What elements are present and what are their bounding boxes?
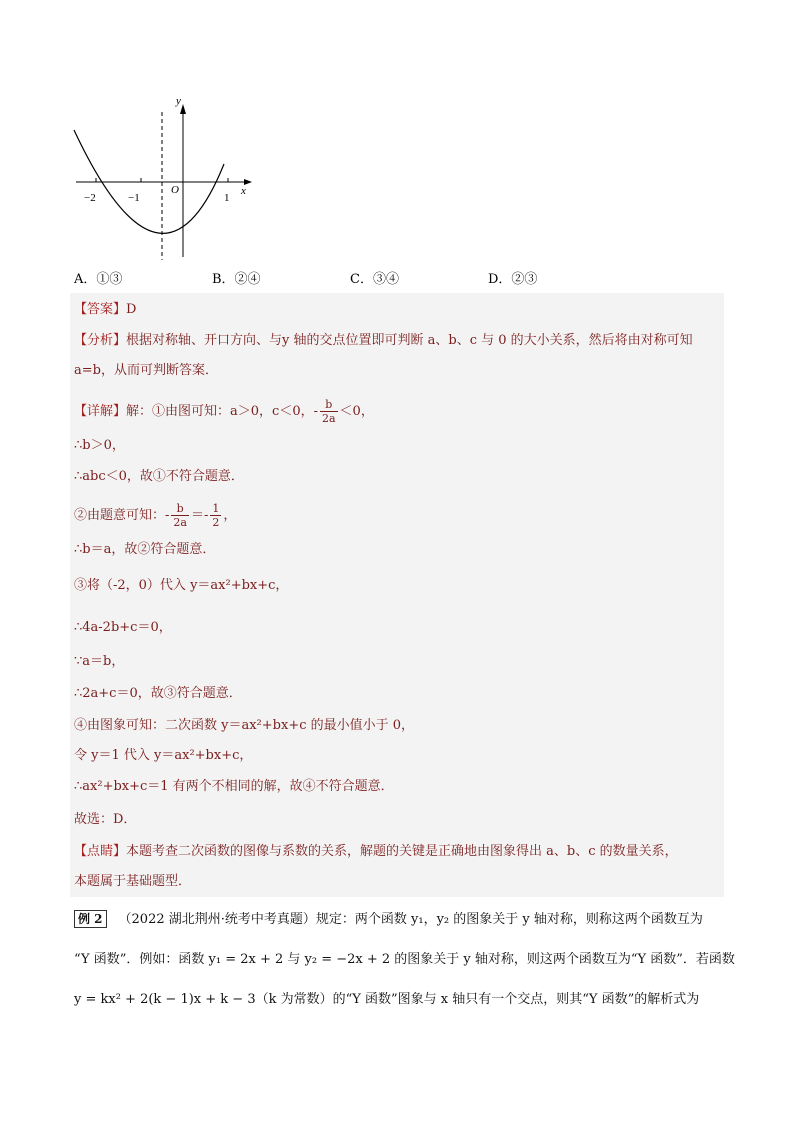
choice-b: B．②④: [212, 272, 261, 287]
analysis-tag: 【分析】: [74, 333, 127, 348]
analysis-text-1: 根据对称轴、开口方向、与y 轴的交点位置即可判断 a、b、c 与 0 的大小关系，然后将由对称可知: [126, 333, 693, 348]
fraction-numerator: b: [320, 398, 338, 412]
choice-a: A．①③: [74, 272, 123, 287]
detail-line-9: ∴2a+c＝0，故③符合题意．: [74, 686, 242, 701]
detail-l4-a: ②由题意可知：-: [74, 508, 170, 523]
x-axis-label: x: [241, 185, 246, 197]
tick-label-1: 1: [224, 192, 230, 204]
detail-line-8: ∵a＝b，: [74, 654, 125, 669]
tick-label-neg2: −2: [84, 192, 96, 204]
fraction-denominator: 2a: [173, 516, 187, 529]
example-line-3: y = kx² + 2(k − 1)x + k − 3（k 为常数）的“Y 函数”图象与 x 轴只有一个交点，则其“Y 函数”的解析式为: [74, 992, 700, 1007]
fraction-b-over-2a-2: [171, 502, 189, 529]
detail-line-10: ④由图象可知：二次函数 y＝ax²+bx+c 的最小值小于 0，: [74, 718, 415, 733]
choice-c: C．③④: [350, 272, 399, 287]
fraction-numerator: 1: [212, 502, 220, 515]
parabola-graph: [66, 92, 256, 264]
fraction-numerator: b: [171, 502, 189, 516]
comment-line-1: [74, 842, 678, 862]
detail-l1-b: ＜0，: [339, 404, 374, 419]
detail-line-1: [74, 398, 374, 425]
detail-tag: 【详解】: [74, 404, 127, 419]
detail-l4-b: ＝-: [190, 508, 209, 523]
fraction-one-half: [210, 502, 221, 529]
example-text-1: （2022 湖北荆州·统考中考真题）规定：两个函数 y₁，y₂ 的图象关于 y 轴对称，则称这两个函数互为: [118, 912, 703, 927]
detail-line-11: 令 y＝1 代入 y＝ax²+bx+c，: [74, 748, 253, 763]
comment-line-2: 本题属于基础题型．: [74, 874, 192, 889]
example-line-2: “Y 函数”．例如：函数 y₁ = 2x + 2 与 y₂ = −2x + 2 的图象关于 y 轴对称，则这两个函数互为“Y 函数”．若函数: [74, 952, 735, 967]
fraction-denominator: 2: [212, 516, 220, 529]
analysis-line-1: [74, 331, 693, 351]
comment-text-1: 本题考查二次函数的图像与系数的关系，解题的关键是正确地由图象得出 a、b、c 的数量关系，: [126, 844, 678, 859]
detail-line-13: 故选：D．: [74, 812, 137, 827]
detail-line-4: [74, 502, 236, 529]
example-label: 例 2: [74, 910, 107, 928]
choice-d: D．②③: [488, 272, 538, 287]
detail-line-5: ∴b＝a，故②符合题意．: [74, 542, 216, 557]
detail-line-2: ∴b＞0，: [74, 438, 125, 453]
analysis-line-2: a=b，从而可判断答案．: [74, 363, 218, 378]
answer-text: D: [126, 302, 137, 317]
fraction-b-over-2a: [320, 398, 338, 425]
detail-line-12: ∴ax²+bx+c＝1 有两个不相同的解，故④不符合题意．: [74, 779, 394, 794]
detail-l4-c: ，: [223, 508, 237, 523]
tick-label-neg1: −1: [128, 192, 140, 204]
origin-label: O: [171, 184, 179, 196]
answer-choices: [74, 268, 714, 290]
detail-line-3: ∴abc＜0，故①不符合题意．: [74, 469, 244, 484]
detail-line-6: ③将（-2，0）代入 y＝ax²+bx+c，: [74, 578, 289, 593]
answer-line: [74, 300, 136, 320]
fraction-denominator: 2a: [321, 412, 336, 425]
comment-tag: 【点睛】: [74, 844, 127, 859]
detail-l1-a: 解：①由图可知：a＞0，c＜0，-: [126, 404, 318, 419]
y-axis-label: y: [176, 95, 181, 107]
answer-tag: 【答案】: [74, 302, 127, 317]
example-line-1: [74, 910, 703, 930]
detail-line-7: ∴4a-2b+c＝0，: [74, 620, 172, 635]
